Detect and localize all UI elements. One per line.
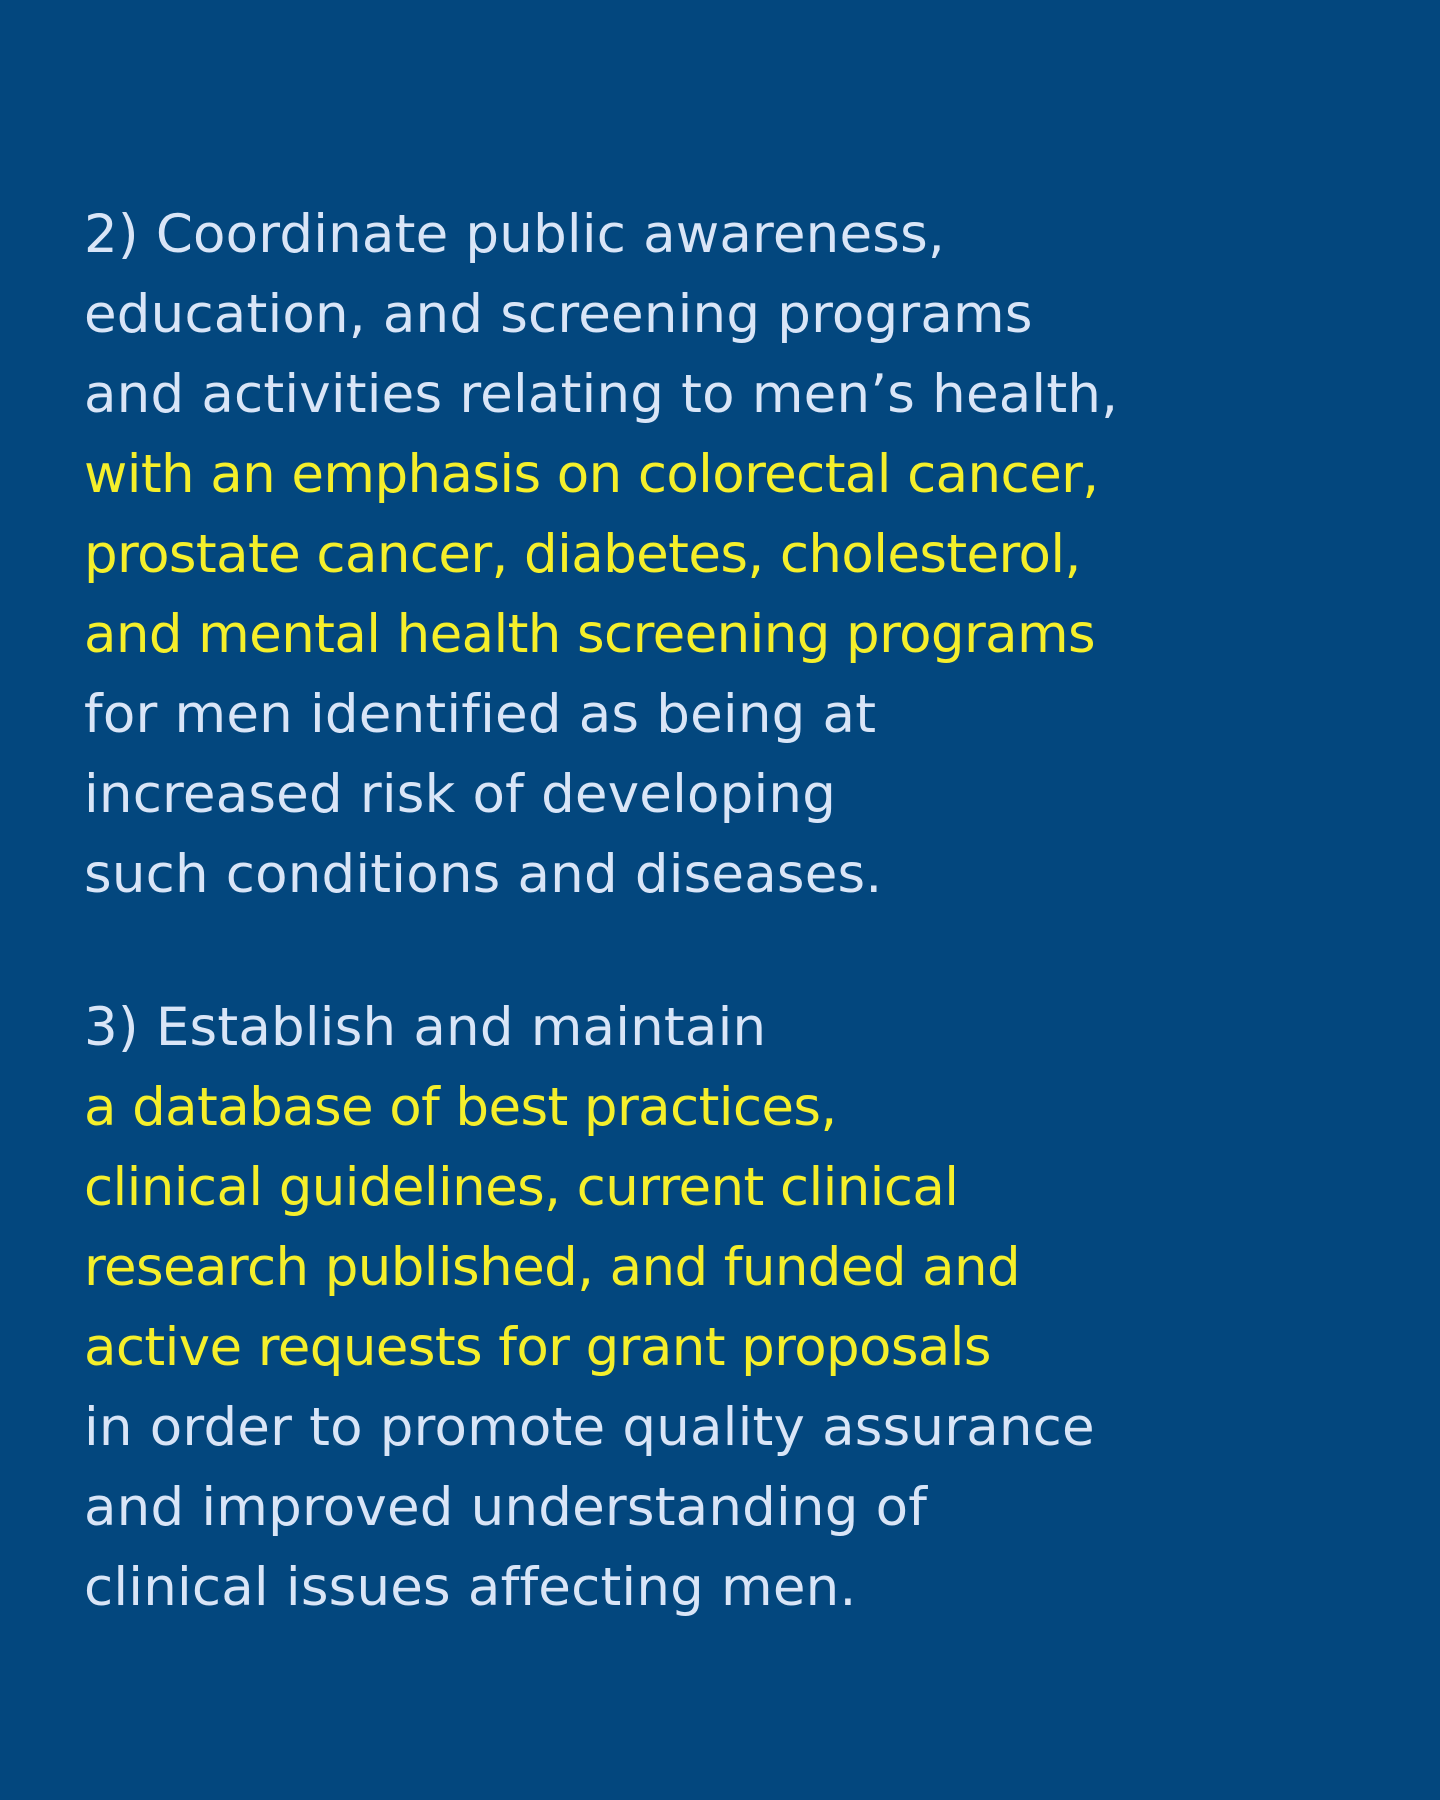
item-2-highlight-line: with an emphasis on colorectal cancer, [84,444,1099,505]
item-2-highlight-line: prostate cancer, diabetes, cholesterol, [84,524,1081,585]
item-2-line: such conditions and diseases. [84,844,883,905]
item-3-highlight-line: research published, and funded and [84,1237,1021,1298]
item-2-line: for men identified as being at [84,684,877,745]
item-3-highlight-line: active requests for grant proposals [84,1317,991,1378]
item-2-line: 2) Coordinate public awareness, [84,204,945,265]
item-3-line: 3) Establish and maintain [84,997,767,1058]
item-3-highlight-line: a database of best practices, [84,1077,837,1138]
item-3-line: in order to promote quality assurance [84,1397,1095,1458]
item-2-highlight-line: and mental health screening programs [84,604,1096,665]
item-3-line: and improved understanding of [84,1477,928,1538]
item-3-line: clinical issues affecting men. [84,1557,857,1618]
item-2-paragraph [84,195,1118,915]
item-2-line: education, and screening programs [84,284,1033,345]
item-3-paragraph [84,988,1095,1628]
item-3-highlight-line: clinical guidelines, current clinical [84,1157,959,1218]
item-2-line: increased risk of developing [84,764,837,825]
item-2-line: and activities relating to men’s health, [84,364,1119,425]
